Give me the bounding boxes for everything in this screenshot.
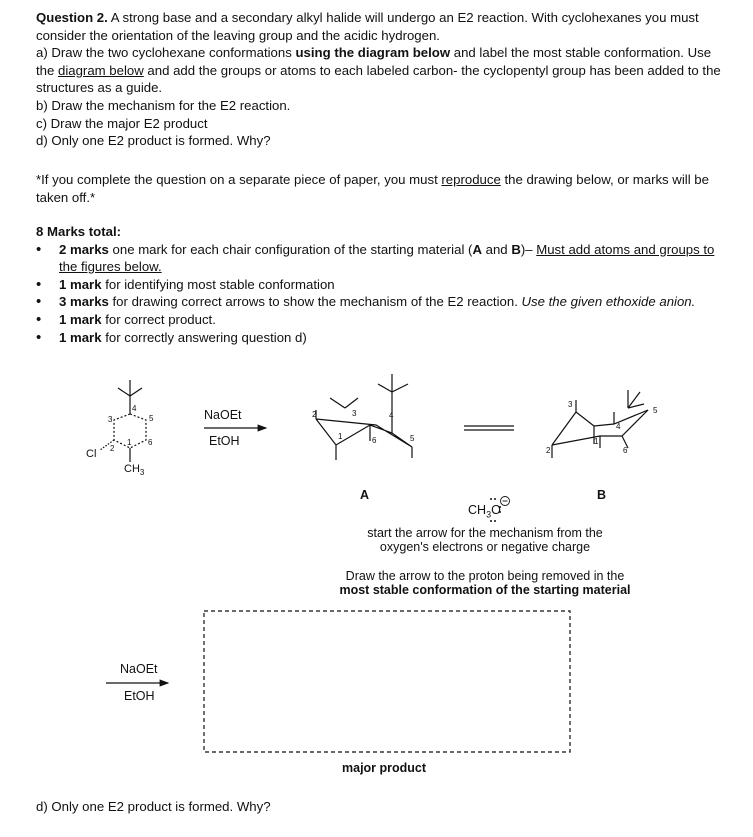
ring-num: 1 — [594, 437, 599, 446]
note-suffix: the drawing below, or marks will be taken off.* — [36, 172, 709, 205]
part-a-underline: diagram below — [58, 62, 144, 78]
methyl-label: $CH_3$ — [124, 463, 145, 478]
part-d: d) Only one E2 product is formed. Why? — [36, 133, 271, 149]
bottom-question: d) Only one E2 product is formed. Why? — [36, 799, 271, 814]
marks-item: • 3 marks for drawing correct arrows to show the mechanism of the E2 reaction. Use the given ethoxide anion. — [36, 293, 736, 311]
marks-item: • 1 mark for correct product. — [36, 311, 736, 329]
marks-item: • 2 marks one mark for each chair configuration of the starting material (A and B)– Must add atoms and groups to the figures below. — [36, 241, 736, 276]
ring-num: 4 — [616, 422, 621, 431]
ring-num: 6 — [148, 438, 153, 447]
ring-num: 3 — [352, 409, 357, 418]
ring-num: 1 — [338, 432, 343, 441]
marks-item: • 1 mark for correctly answering question d) — [36, 329, 736, 347]
instruction-1: start the arrow for the mechanism from the oxygen's electrons or negative charge — [367, 526, 603, 554]
label-b: B — [597, 488, 607, 502]
part-a-mid: and label the most stable conformation. Use the — [36, 45, 712, 78]
note-prefix: *If you complete the question on a separate piece of paper, you must — [36, 172, 442, 187]
marks-item: • 1 mark for identifying most stable conformation — [36, 276, 736, 294]
flat-cyclohexane-structure — [100, 380, 146, 462]
part-b: b) Draw the mechanism for the E2 reaction. — [36, 97, 291, 113]
chlorine-label: Cl — [86, 448, 97, 460]
part-c: c) Draw the major E2 product — [36, 115, 208, 131]
ring-num: 4 — [389, 411, 394, 420]
ring-num: 3 — [108, 415, 113, 424]
label-a: A — [360, 488, 370, 502]
chair-a-structure — [316, 374, 415, 460]
note-underline: reproduce — [441, 172, 501, 187]
instruction-2: Draw the arrow to the proton being removed in the most stable conformation of the starting material — [339, 569, 631, 597]
ring-num: 2 — [312, 410, 317, 419]
product-label: major product — [342, 761, 427, 775]
reagent-top: NaOEt — [204, 408, 242, 422]
ring-num: 2 — [110, 444, 115, 453]
question-title: Question 2. — [36, 10, 108, 25]
part-a-bold: using the diagram below — [295, 45, 451, 61]
ring-num: 5 — [149, 414, 154, 423]
methoxide-label: $CH_3O$ — [468, 503, 501, 520]
reagent-bottom: NaOEt — [120, 662, 158, 676]
product-box — [204, 611, 570, 752]
part-a-prefix: a) Draw the two cyclohexane conformations — [36, 45, 296, 61]
ring-num: 6 — [372, 436, 377, 445]
solvent-bottom: EtOH — [124, 689, 155, 703]
ring-num: 1 — [127, 438, 132, 447]
marks-title: 8 Marks total: — [36, 224, 122, 239]
chair-b-structure — [552, 390, 648, 458]
question-intro: A strong base and a secondary alkyl halide will undergo an E2 reaction. With cyclohexanes you must consider the orientation of the leaving group and the acidic hydrogen. — [36, 10, 699, 43]
ring-num: 5 — [410, 434, 415, 443]
ring-num: 3 — [568, 400, 573, 409]
ring-num: 4 — [132, 404, 137, 413]
ring-num: 2 — [546, 446, 551, 455]
ring-num: 6 — [623, 446, 628, 455]
ring-num: 5 — [653, 406, 658, 415]
solvent-top: EtOH — [209, 434, 240, 448]
part-a-suffix: and add the groups or atoms to each labeled carbon- the cyclopentyl group has been added to the structures as a guide. — [36, 62, 721, 96]
